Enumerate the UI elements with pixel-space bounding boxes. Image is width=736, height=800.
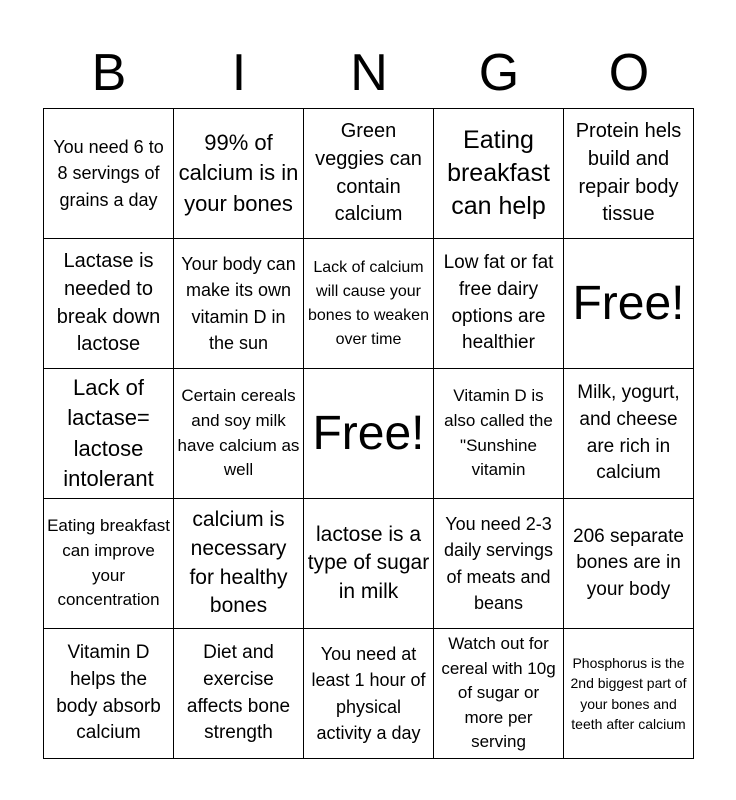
cell-text: Lack of calcium will cause your bones to weaken over time [308,258,429,348]
cell-text: You need 2-3 daily servings of meats and beans [443,514,554,613]
header-letter-o: O [608,44,650,102]
bingo-cell-r4c3[interactable] [304,499,434,629]
bingo-cell-r4c2[interactable] [174,499,304,629]
bingo-cell-r2c1[interactable] [44,239,174,369]
cell-text: You need at least 1 hour of physical activity a day [311,644,426,743]
bingo-cell-r1c3[interactable] [304,109,434,239]
bingo-cell-r4c1[interactable] [44,499,174,629]
bingo-cell-r5c3[interactable] [304,629,434,759]
cell-text: calcium is necessary for healthy bones [189,508,288,618]
bingo-cell-r5c4[interactable] [434,629,564,759]
cell-text: Your body can make its own vitamin D in the sun [181,254,296,353]
cell-text: Milk, yogurt, and cheese are rich in calcium [577,382,680,484]
bingo-cell-r1c5[interactable] [564,109,694,239]
cell-text: You need 6 to 8 servings of grains a day [53,137,164,210]
cell-text: lactose is a type of sugar in milk [307,522,430,603]
cell-text: Certain cereals and soy milk have calcium as well [177,386,300,480]
cell-text: Lactase is needed to break down lactose [56,250,161,356]
header-letter-b: B [91,44,127,102]
cell-text: Eating breakfast can improve your concentration [47,516,170,610]
bingo-cell-r5c5[interactable] [564,629,694,759]
cell-text: Phosphorus is the 2nd biggest part of your bones and teeth after calcium [570,654,687,732]
cell-text: Green veggies can contain calcium [315,120,422,226]
bingo-header [44,40,694,106]
bingo-cell-free-r2c5[interactable] [564,239,694,369]
bingo-cell-r2c2[interactable] [174,239,304,369]
bingo-cell-r4c4[interactable] [434,499,564,629]
cell-text: Vitamin D is also called the "Sunshine vitamin [444,386,553,480]
cell-text: Eating breakfast can help [447,126,550,220]
bingo-cell-r5c2[interactable] [174,629,304,759]
bingo-cell-r1c4[interactable] [434,109,564,239]
header-letter-n: N [350,44,388,102]
free-space-label: Free! [312,406,425,460]
bingo-cell-r2c3[interactable] [304,239,434,369]
bingo-cell-r4c5[interactable] [564,499,694,629]
bingo-cell-r3c1[interactable] [44,369,174,499]
header-letter-i: I [231,44,247,102]
header-letter-g: G [478,44,520,102]
cell-text: Watch out for cereal with 10g of sugar or more per serving [441,633,556,752]
cell-text: 99% of calcium is in your bones [178,129,299,216]
cell-text: Protein hels build and repair body tissue [575,120,682,226]
cell-text: Vitamin D helps the body absorb calcium [56,642,161,744]
cell-text: Low fat or fat free dairy options are healthier [443,252,554,354]
bingo-cell-r3c2[interactable] [174,369,304,499]
bingo-cell-r3c4[interactable] [434,369,564,499]
bingo-cell-r3c5[interactable] [564,369,694,499]
bingo-board [43,108,694,759]
free-space-label: Free! [572,276,685,330]
bingo-cell-r1c2[interactable] [174,109,304,239]
bingo-cell-free-r3c3[interactable] [304,369,434,499]
bingo-cell-r2c4[interactable] [434,239,564,369]
bingo-cell-r5c1[interactable] [44,629,174,759]
bingo-cell-r1c1[interactable] [44,109,174,239]
cell-text: Diet and exercise affects bone strength [186,642,291,744]
cell-text: Lack of lactase= lactose intolerant [63,374,154,491]
cell-text: 206 separate bones are in your body [573,525,684,600]
